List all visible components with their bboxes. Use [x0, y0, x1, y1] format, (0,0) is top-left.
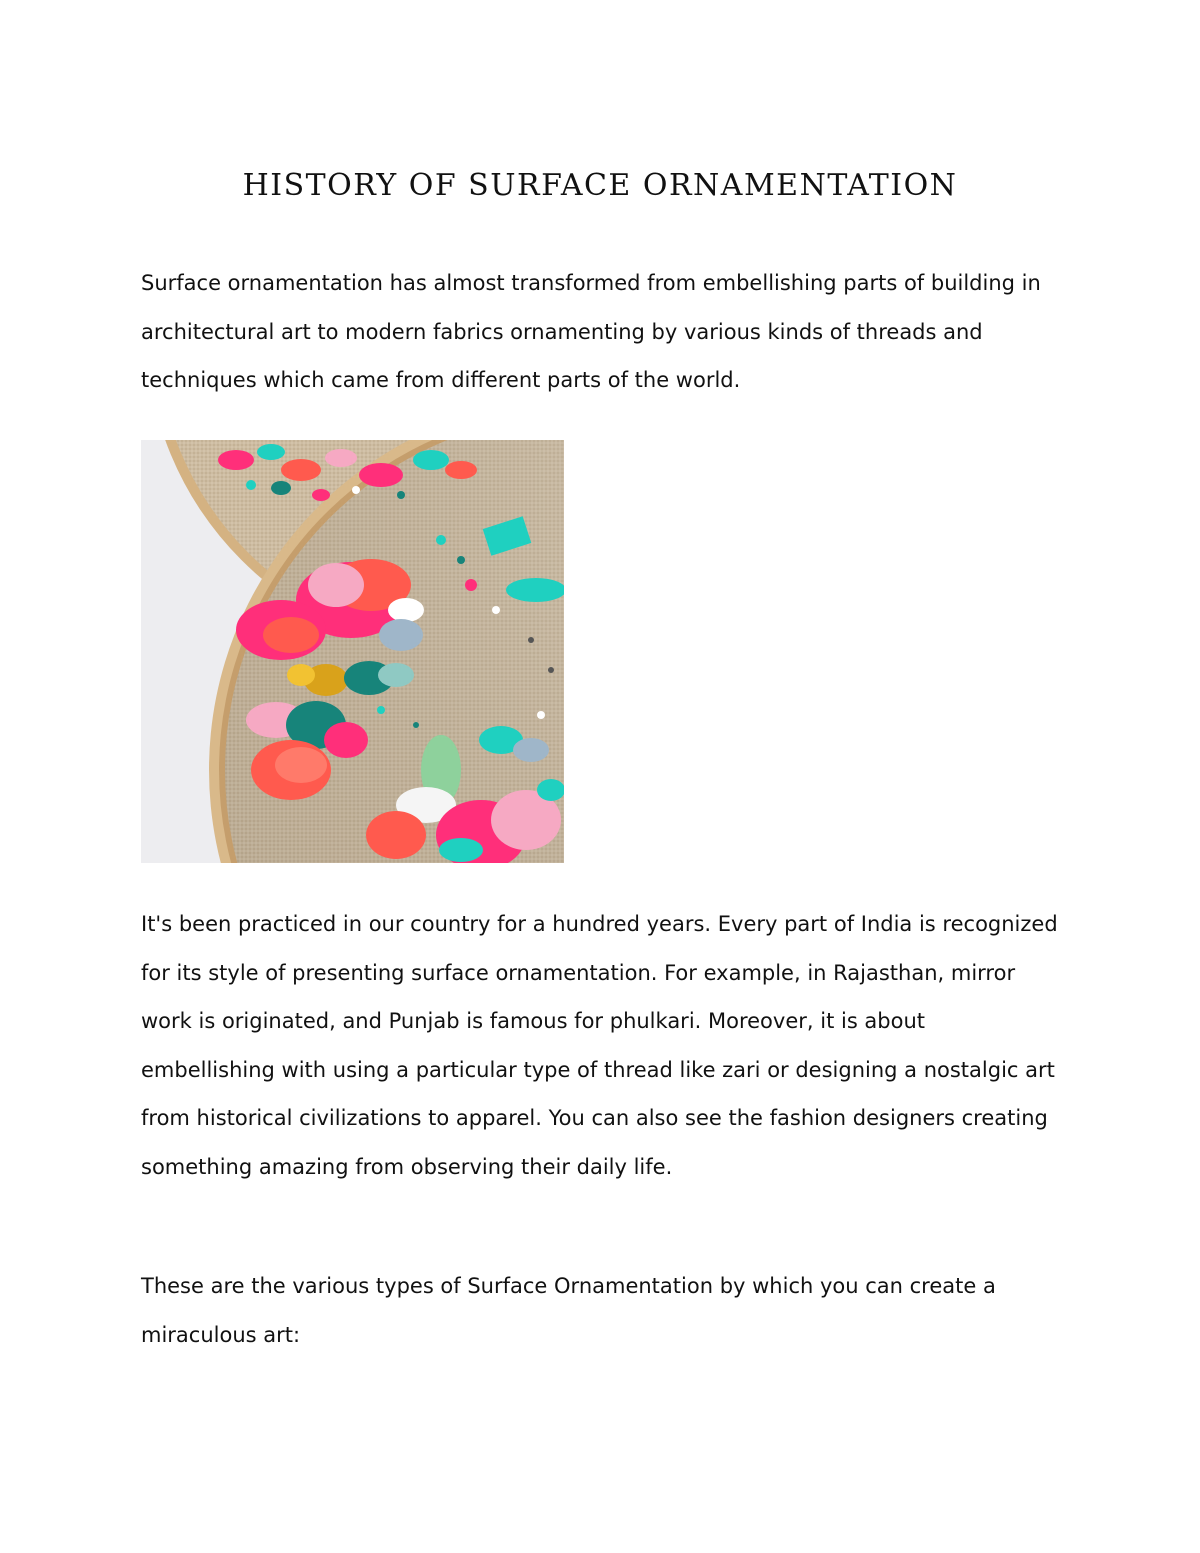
embroidery-illustration [141, 440, 564, 863]
intro-paragraph: Surface ornamentation has almost transformed from embellishing parts of building in architectural art to modern fabrics ornamenting by various kinds of threads and techniques which came from different parts of the world. [141, 271, 1041, 392]
history-paragraph: It's been practiced in our country for a hundred years. Every part of India is recognized for its style of presenting surface ornamentation. For example, in Rajasthan, mirror work is originated, and Punjab is famous for phulkari. Moreover, it is about embellishing with using a particular type of thread like zari or designing a nostalgic art from historical civilizations to apparel. You can also see the fashion designers creating something amazing from observing their daily life. [141, 912, 1058, 1179]
page-title: HISTORY OF SURFACE ORNAMENTATION [242, 168, 958, 203]
embroidery-hoop-photo [141, 440, 564, 863]
types-intro-paragraph: These are the various types of Surface Ornamentation by which you can create a miraculous art: [141, 1274, 996, 1347]
